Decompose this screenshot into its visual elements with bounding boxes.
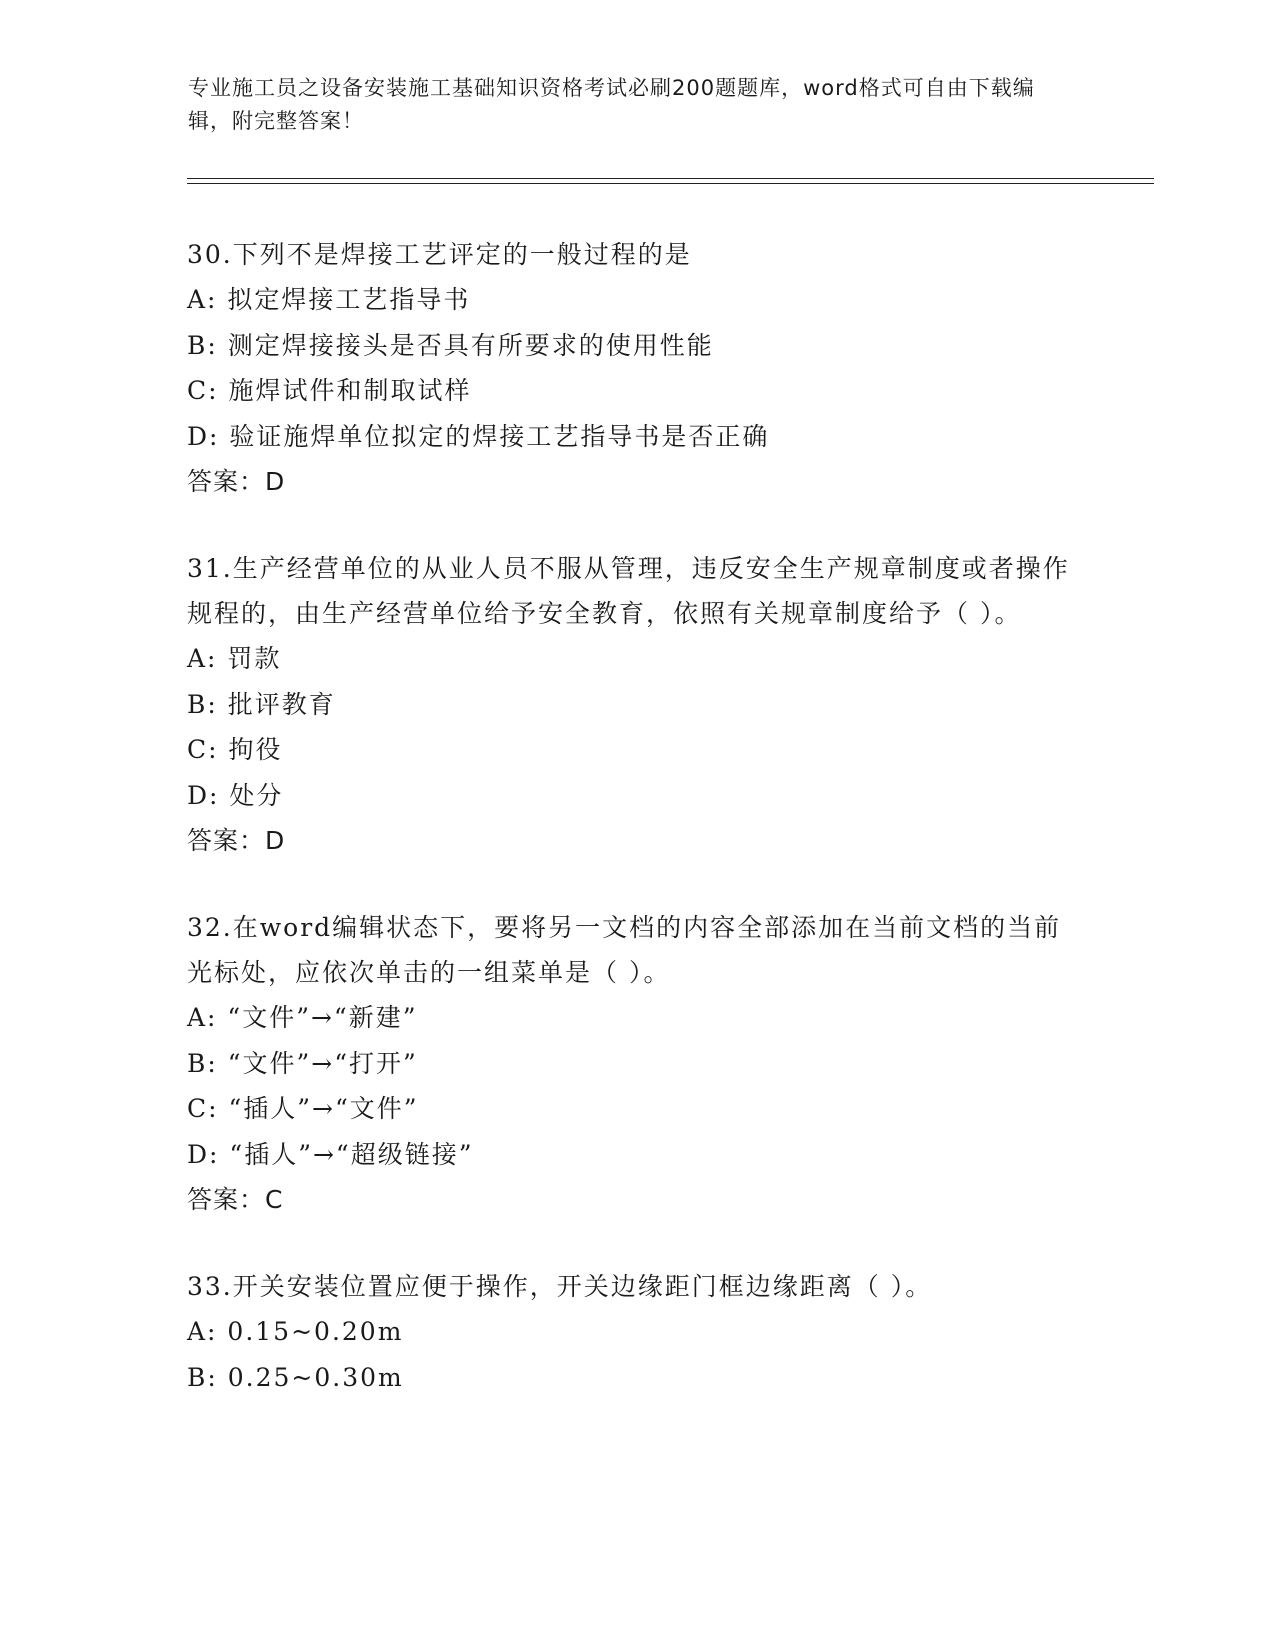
question-stem: 30.下列不是焊接工艺评定的一般过程的是 bbox=[187, 240, 692, 269]
option-d: D: “插人”→“超级链接” bbox=[187, 1139, 474, 1169]
option-d: D: 验证施焊单位拟定的焊接工艺指导书是否正确 bbox=[187, 421, 770, 451]
question-31 bbox=[187, 546, 1087, 863]
option-a: A: 拟定焊接工艺指导书 bbox=[187, 285, 471, 314]
option-c: C: “插人”→“文件” bbox=[187, 1094, 419, 1123]
option-c: C: 施焊试件和制取试样 bbox=[187, 376, 472, 405]
answer-line: 答案：D bbox=[187, 826, 286, 855]
answer-line: 答案：C bbox=[187, 1185, 284, 1214]
option-b: B: 0.25~0.30m bbox=[187, 1362, 404, 1392]
option-b: B: 批评教育 bbox=[187, 689, 336, 719]
option-a: A: 0.15~0.20m bbox=[187, 1317, 404, 1346]
option-c: C: 拘役 bbox=[187, 735, 283, 764]
header-divider-bottom bbox=[187, 183, 1154, 184]
question-32 bbox=[187, 905, 1087, 1222]
option-d: D: 处分 bbox=[187, 780, 284, 810]
option-b: B: 测定焊接接头是否具有所要求的使用性能 bbox=[187, 330, 714, 360]
option-a: A: “文件”→“新建” bbox=[187, 1003, 418, 1032]
question-33 bbox=[187, 1264, 1087, 1400]
question-30 bbox=[187, 232, 1087, 504]
option-a: A: 罚款 bbox=[187, 644, 282, 673]
document-header: 专业施工员之设备安装施工基础知识资格考试必刷200题题库，word格式可自由下载编辑，附完整答案！ bbox=[188, 76, 1035, 133]
question-stem: 32.在word编辑状态下，要将另一文档的内容全部添加在当前文档的当前光标处，应依次单击的一组菜单是（ ）。 bbox=[187, 913, 1062, 987]
answer-line: 答案：D bbox=[187, 467, 286, 496]
question-list bbox=[187, 232, 1087, 1442]
question-stem: 31.生产经营单位的从业人员不服从管理，违反安全生产规章制度或者操作规程的，由生产经营单位给予安全教育，依照有关规章制度给予（ ）。 bbox=[187, 554, 1070, 628]
option-b: B: “文件”→“打开” bbox=[187, 1048, 418, 1078]
question-stem: 33.开关安装位置应便于操作，开关边缘距门框边缘距离（ ）。 bbox=[187, 1272, 933, 1301]
header-divider-top bbox=[187, 178, 1154, 179]
